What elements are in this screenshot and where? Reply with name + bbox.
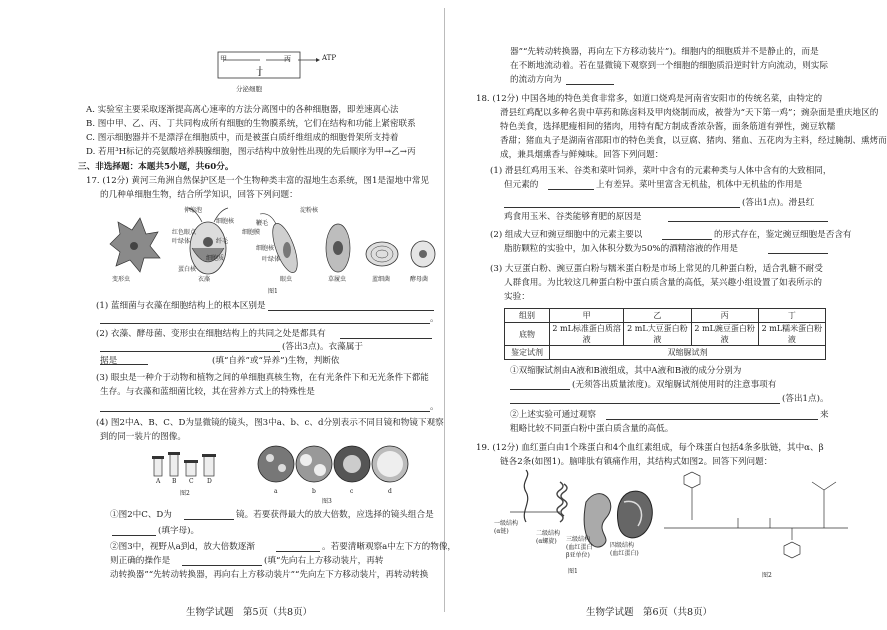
q18-stem-2: 滑县红鸡配以多种名贵中草药和陈卤料及甲肉烧制而成，被誉为“天下第一鸡”；豌杂面是重庆地区的 bbox=[500, 108, 879, 118]
q17-3-a: (3) 眼虫是一种介于动物和植物之间的单细胞真核生物，在有光条件下和无光条件下都能 bbox=[96, 373, 429, 383]
fig1-label-10: 细胞膜 bbox=[242, 229, 261, 236]
fig2-letter-d: D bbox=[207, 478, 212, 485]
q18-1-blank-a[interactable] bbox=[548, 189, 594, 190]
q18-t2-blank[interactable] bbox=[606, 419, 818, 420]
q19-stem-1: 19. (12分) 血红蛋白由1个珠蛋白和4个血红素组成，每个珠蛋白包括4条多肽链，其中α、β bbox=[476, 443, 824, 453]
page-5-footer: 生物学试题 第5页（共8页） bbox=[186, 607, 313, 618]
table-cell: 2 mL标准蛋白质溶液 bbox=[550, 323, 624, 346]
label-quaternary: 四级结构 bbox=[610, 542, 635, 549]
q18-1-blank-c[interactable] bbox=[668, 221, 828, 222]
fig3-letter-a: a bbox=[274, 488, 278, 495]
fig1-label-3: 红色眼点 bbox=[172, 229, 197, 236]
fig1-label-11: 淀粉核 bbox=[300, 207, 319, 214]
fig2-letter-b: B bbox=[172, 478, 177, 485]
table-cell: 底物 bbox=[505, 323, 550, 346]
q17-stem-1: 17. (12分) 黄河三角洲自然保护区是一个生物种类丰富的湿地生态系统，图1是湿地中常见 bbox=[86, 176, 430, 186]
table-cell: 2 mL大豆蛋白粉液 bbox=[624, 323, 691, 346]
q18-stem-1: 18. (12分) 中国各地的特色美食非常多，如道口烧鸡是河南省安阳市的传统名菜，由特定的 bbox=[476, 94, 823, 104]
label-secondary-sub: (α螺旋) bbox=[536, 538, 557, 545]
q18-2-blank-b[interactable] bbox=[768, 253, 828, 254]
fig1-name-euglena: 眼虫 bbox=[280, 276, 293, 283]
experiment-table bbox=[504, 308, 826, 360]
option-a: A. 实验室主要采取逐渐提高离心速率的方法分离图中的各种细胞器，即差速离心法 bbox=[86, 105, 399, 115]
q18-stem-3: 特色美食，选择肥瘦相间的猪肉，用特有配方制成香浓杂酱，面条筋道有弹性，豌豆软糯 bbox=[500, 122, 836, 132]
q18-1-blank-b[interactable] bbox=[504, 207, 740, 208]
page-6-footer: 生物学试题 第6页（共8页） bbox=[586, 607, 713, 618]
organelle-flow-diagram bbox=[210, 48, 340, 90]
fig2-letter-c: C bbox=[189, 478, 194, 485]
q17-2-blank-b[interactable] bbox=[100, 351, 280, 352]
option-c: C. 图示细胞器并不是漂浮在细胞质中，而是被蛋白质纤维组成的细胞骨架所支持着 bbox=[86, 133, 399, 143]
fig1-name-amoeba: 变形虫 bbox=[112, 276, 131, 283]
q18-t1-blank-a[interactable] bbox=[510, 389, 570, 390]
fig3-letter-c: c bbox=[350, 488, 354, 495]
q17-3-b: 生存。与衣藻和蓝细菌比较，其在营养方式上的特殊性是 bbox=[100, 387, 315, 397]
q17-4-blank-b[interactable] bbox=[112, 535, 156, 536]
table-cell: 甲 bbox=[550, 309, 624, 323]
fig3-caption: 图3 bbox=[322, 498, 332, 505]
label-bing: 丙 bbox=[284, 55, 291, 63]
q18-t2-c: 粗略比较不同蛋白粉中蛋白质含量的高低。 bbox=[510, 424, 674, 434]
q18-1-d: (答出1点)。滑县红 bbox=[742, 198, 815, 208]
label-primary-sub: (α链) bbox=[494, 528, 509, 535]
q17-1: (1) 蓝细菌与衣藻在细胞结构上的根本区别是 bbox=[96, 301, 266, 311]
q17-2-a: (2) 衣藻、酵母菌、变形虫在细胞结构上的共同之处是都具有 bbox=[96, 329, 326, 339]
label-quaternary-sub: (血红蛋白) bbox=[610, 550, 639, 557]
q17-2-b: 据是 bbox=[100, 356, 118, 366]
q18-2-blank-a[interactable] bbox=[662, 239, 712, 240]
q18-t1-b: (无须答出质量浓度)。双缩脲试剂使用时的注意事项有 bbox=[572, 380, 777, 390]
table-row bbox=[505, 346, 826, 360]
table-cell: 丁 bbox=[758, 309, 825, 323]
label-tertiary: 三级结构 bbox=[566, 536, 591, 543]
page-5: 甲 丙 ATP 丁 分泌细胞 A. 实验室主要采取逐渐提高离心速率的方法分离图中的各种细胞器，即差速离心法 B. 图中甲、乙、丙、丁共同构成所有细胞的生物膜系统，它们在结构和功能上紧密联系 C. 图示细胞器并不是漂浮在细胞质中，而是被蛋白质纤维组成的细胞骨架所支持着 D. 若用³H标记的亮氨酸培养胰腺细胞，图示结构中放射性出现的先后顺序为甲→乙→丙 三、非选择题：本题共5小题，共60分。 17. (12分) 黄河三角洲自然保护区是一个生物种类丰富的湿地生态系统，图1是湿地中常见 的几种单细胞生物，结合所学知识，回答下列问题： 伸缩泡 细胞核 红色眼点 叶绿体 纤毛 鞭毛 细胞核 细胞质 蛋白核 细胞膜 淀粉核 叶绿体 变形虫 衣藻 眼虫 草履虫 蓝细菌 酵母菌 图1 (1) 蓝细菌与衣藻在细胞结构上的根本区别是 。 (2) 衣藻、酵母菌、变形虫在细胞结构上的共同之处是都具有 (答出3点)。衣藻属于 据是 (填“自养”或“异养”)生物，判断依 (3) 眼虫是一种介于动物和植物之间的单细胞真核生物，在有光条件下和无光条件下都能 生存。与衣藻和蓝细菌比较，其在营养方式上的特殊性是 。 (4) 图2中A、B、C、D为显微镜的镜头，图3中a、b、c、d分别表示不同目镜和物镜下观察 到的同一装片的图像。 A B C D 图2 a b c d 图3 ①图2中C、D为 镜。若要获得最大的放大倍数，应选择的镜头组合是 (填字母)。 ②图3中，视野从a到d，放大倍数逐渐 。若要清晰观察a中左下方的物像， 则正确的操作是 (填“先向右上方移动装片，再转 动转换器”“先转动转换器，再向右上方移动装片”“先向左下方移动装片，再转动转换 生物学试题 第5页（共8页） bbox=[0, 0, 440, 630]
q17-2-d: (填“自养”或“异养”)生物，判断依 bbox=[212, 356, 340, 366]
q18-3-c: 实验： bbox=[504, 292, 530, 302]
page-divider bbox=[444, 8, 445, 612]
q17-4-e: (填字母)。 bbox=[158, 526, 200, 536]
table-row bbox=[505, 323, 826, 346]
q17-2-c: (答出3点)。衣藻属于 bbox=[282, 342, 363, 352]
table-cell: 组别 bbox=[505, 309, 550, 323]
q18-3-b: 人群食用。为比较这几种蛋白粉中蛋白质含量的高低，某兴趣小组设置了如表所示的 bbox=[504, 278, 822, 288]
fig1-name-yeast: 酵母菌 bbox=[410, 276, 429, 283]
figure-3-views bbox=[256, 444, 416, 486]
label-atp: ATP bbox=[322, 54, 337, 62]
fig1-label-4: 叶绿体 bbox=[172, 238, 191, 245]
q17-1-blank-a[interactable] bbox=[268, 310, 434, 311]
q17-4-d: 镜。若要获得最大的放大倍数，应选择的镜头组合是 bbox=[236, 510, 434, 520]
fig3-letter-b: b bbox=[312, 488, 316, 495]
q17-3-blank[interactable] bbox=[100, 411, 430, 412]
q17-4-c: ①图2中C、D为 bbox=[110, 510, 172, 520]
q18-t2-a: ②上述实验可通过观察 bbox=[510, 410, 596, 420]
q18-2-c: 脂肪颗粒的实验中，加入体积分数为50%的酒精溶液的作用是 bbox=[504, 244, 738, 254]
fig1-label-9: 蛋白核 bbox=[178, 266, 197, 273]
q17-4-f: ②图3中，视野从a到d，放大倍数逐渐 bbox=[110, 542, 255, 552]
q18-t2-b: 来 bbox=[820, 410, 829, 420]
fig3-letter-d: d bbox=[388, 488, 392, 495]
option-b: B. 图中甲、乙、丙、丁共同构成所有细胞的生物膜系统，它们在结构和功能上紧密联系 bbox=[86, 119, 416, 129]
q18-2-a: (2) 组成大豆和豌豆细胞中的元素主要以 bbox=[490, 230, 643, 240]
option-d: D. 若用³H标记的亮氨酸培养胰腺细胞，图示结构中放射性出现的先后顺序为甲→乙→丙 bbox=[86, 147, 416, 157]
r-line-3: 的流动方向为 bbox=[510, 75, 562, 85]
label-primary: 一级结构 bbox=[494, 520, 519, 527]
fig1-name-paramecium: 草履虫 bbox=[328, 276, 347, 283]
q17-4-b: 到的同一装片的图像。 bbox=[100, 432, 186, 442]
fig1-name-chlamydomonas: 衣藻 bbox=[198, 276, 211, 283]
q18-1-e: 鸡食用玉米、谷类能够育肥的原因是 bbox=[504, 212, 642, 222]
table-cell: 2 mL糯米蛋白粉液 bbox=[758, 323, 825, 346]
enkephalin-structure-figure bbox=[658, 470, 854, 568]
page-6 bbox=[450, 0, 887, 630]
q18-t1-c: (答出1点)。 bbox=[782, 394, 829, 404]
table-header-row bbox=[505, 309, 826, 323]
q18-stem-4: 香甜；猪血丸子是湖南省邵阳市的特色美食，以豆腐、猪肉、猪血、五花肉为主料，经过腌制、熏烤而 bbox=[500, 136, 887, 146]
label-secondary: 二级结构 bbox=[536, 530, 561, 537]
q18-t1-blank-b[interactable] bbox=[510, 403, 780, 404]
q17-stem-2: 的几种单细胞生物，结合所学知识，回答下列问题： bbox=[100, 190, 298, 200]
q17-4-j: 动转换器”“先转动转换器，再向右上方移动装片”“先向左下方移动装片，再转动转换 bbox=[110, 570, 429, 580]
fig1-caption: 图1 bbox=[268, 288, 278, 295]
label-jia: 甲 bbox=[220, 55, 227, 63]
q17-4-blank-d[interactable] bbox=[182, 565, 262, 566]
q18-2-b: 的形式存在，鉴定豌豆细胞是否含有 bbox=[714, 230, 852, 240]
label-tertiary-sub2: β亚单位) bbox=[566, 552, 590, 559]
q17-4-h: 则正确的操作是 bbox=[110, 556, 171, 566]
table-cell: 双缩脲试剂 bbox=[550, 346, 826, 360]
diagram-caption: 分泌细胞 bbox=[236, 85, 262, 93]
fig2-caption: 图2 bbox=[180, 490, 190, 497]
fig1-label-8: 细胞质 bbox=[206, 255, 225, 262]
table-cell: 2 mL豌豆蛋白粉液 bbox=[691, 323, 758, 346]
q17-1-blank-b[interactable] bbox=[100, 323, 430, 324]
q17-4-i: (填“先向右上方移动装片，再转 bbox=[264, 556, 384, 566]
fig1-label-2: 细胞核 bbox=[216, 218, 235, 225]
q18-1-a: (1) 滑县红鸡用玉米、谷类和菜叶饲养，菜叶中含有的元素种类与人体中含有的大致相同， bbox=[490, 166, 832, 176]
table-cell: 丙 bbox=[691, 309, 758, 323]
fig1-label-12: 叶绿体 bbox=[262, 256, 281, 263]
fig2-letter-a: A bbox=[156, 478, 161, 485]
q18-stem-5: 成，兼具烟熏香与鲜辣味。回答下列问题： bbox=[500, 150, 664, 160]
flow-direction-blank[interactable] bbox=[566, 84, 614, 85]
r-line-1: 器”“先转动转换器，再向左下方移动装片”)。细胞内的细胞质并不是静止的，而是 bbox=[510, 47, 819, 57]
r-line-2: 在不断地流动着。若在显微镜下观察到一个细胞的细胞质沿逆时针方向流动，则实际 bbox=[510, 61, 828, 71]
q17-4-g: 。若要清晰观察a中左下方的物像， bbox=[322, 542, 457, 552]
fig2-caption-right: 图2 bbox=[762, 572, 772, 579]
q17-2-blank-a[interactable] bbox=[340, 338, 432, 339]
fig1-caption-right: 图1 bbox=[568, 568, 578, 575]
fig1-label-7: 细胞核 bbox=[256, 245, 275, 252]
fig1-name-cyanobacteria: 蓝细菌 bbox=[372, 276, 391, 283]
label-tertiary-sub: (血红蛋白 bbox=[566, 544, 593, 551]
fig1-label-1: 伸缩泡 bbox=[184, 207, 203, 214]
section-heading: 三、非选择题：本题共5小题，共60分。 bbox=[78, 162, 234, 172]
fig1-label-5: 纤毛 bbox=[216, 238, 229, 245]
q17-4-blank-a[interactable] bbox=[184, 519, 234, 520]
q19-stem-2: 链各2条(如图1)。脑啡肽有镇痛作用，其结构式如图2。回答下列问题： bbox=[500, 457, 773, 467]
q18-1-c: 上有差异。菜叶里富含无机盐，机体中无机盐的作用是 bbox=[596, 180, 803, 190]
q17-4-a: (4) 图2中A、B、C、D为显微镜的镜头，图3中a、b、c、d分别表示不同目镜和物镜下观察 bbox=[96, 418, 444, 428]
q17-4-blank-c[interactable] bbox=[276, 551, 320, 552]
q18-t1-a: ①双缩脲试剂由A液和B液组成，其中A液和B液的成分分别为 bbox=[510, 366, 742, 376]
fig1-label-6: 鞭毛 bbox=[256, 220, 269, 227]
table-cell: 鉴定试剂 bbox=[505, 346, 550, 360]
label-ding: 丁 bbox=[256, 69, 263, 77]
q18-1-b: 但元素的 bbox=[504, 180, 539, 190]
q18-3-a: (3) 大豆蛋白粉、豌豆蛋白粉与糯米蛋白粉是市场上常见的几种蛋白粉，适合乳糖不耐受 bbox=[490, 264, 823, 274]
table-cell: 乙 bbox=[624, 309, 691, 323]
